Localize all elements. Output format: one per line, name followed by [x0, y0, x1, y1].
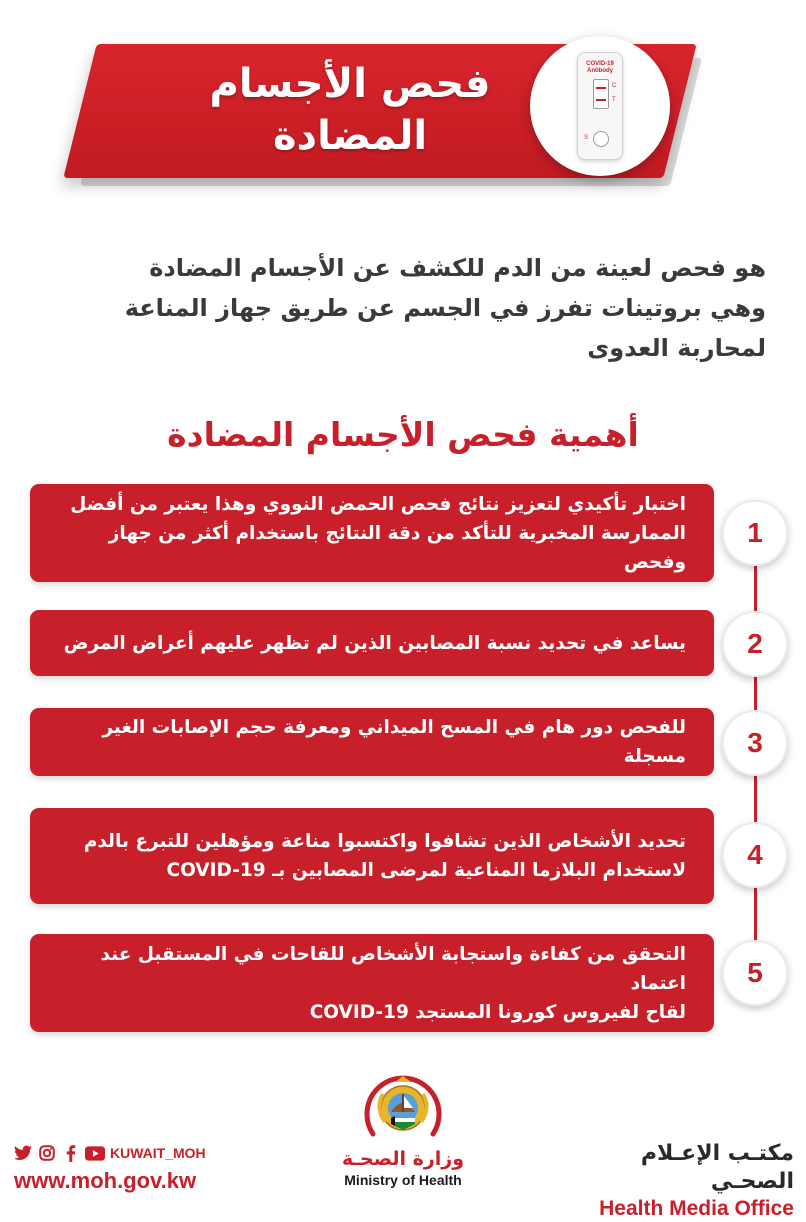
- intro-line2: وهي بروتينات تفرز في الجسم عن طريق جهاز المناعة: [124, 294, 766, 322]
- item-4-text: [84, 827, 686, 885]
- office-name-ar: مكتـب الإعـلام الصحـي: [640, 1141, 794, 1194]
- item-5-text: [58, 940, 686, 1027]
- item-1-box: [30, 484, 714, 582]
- item-1-text: [58, 490, 686, 577]
- item-4-line2: لاستخدام البلازما المناعية لمرضى المصابين بـ COVID-19: [166, 860, 686, 881]
- ministry-crest-icon: [355, 1064, 451, 1160]
- page-title-line2: المضادة: [272, 113, 428, 159]
- instagram-icon[interactable]: [38, 1144, 56, 1162]
- item-2-number-badge: [722, 611, 788, 677]
- facebook-icon[interactable]: [62, 1144, 80, 1162]
- item-5-line2: لقاح لفيروس كورونا المستجد COVID-19: [309, 1001, 686, 1023]
- item-2-text: [64, 629, 686, 658]
- sample-well: [593, 131, 609, 147]
- page-title-line1: فحص الأجسام: [209, 61, 491, 107]
- control-line: [596, 87, 606, 89]
- item-3-box: [30, 708, 714, 776]
- test-kit-badge: [530, 36, 670, 176]
- intro-paragraph: [40, 248, 766, 368]
- footer-contact: [14, 1142, 254, 1194]
- test-kit-label-line1: COVID-19: [586, 61, 614, 67]
- test-kit-label-line2: Antibody: [587, 68, 613, 74]
- page-title: [140, 58, 560, 162]
- item-5-number-badge: [722, 940, 788, 1006]
- item-5-number: 5: [747, 957, 763, 988]
- item-2-number: 2: [747, 628, 763, 659]
- kit-letter-c: C: [612, 83, 617, 89]
- item-4-line1: تحديد الأشخاص الذين تشافوا واكتسبوا مناعة ومؤهلين للتبرع بالدم: [83, 831, 686, 852]
- ministry-name-ar: وزارة الصحـة: [341, 1148, 465, 1170]
- item-1-line1: اختبار تأكيدي لتعزيز نتائج فحص الحمض النووي وهذا يعتبر من أفضل: [70, 493, 686, 515]
- office-name-en: Health Media Office: [599, 1197, 794, 1220]
- social-handle[interactable]: KUWAIT_MOH: [110, 1145, 206, 1161]
- kit-letter-s: S: [584, 135, 589, 141]
- item-4-box: [30, 808, 714, 904]
- section-title: أهمية فحص الأجسام المضادة: [167, 415, 639, 454]
- test-kit-label: [578, 61, 622, 75]
- item-3-line1: للفحص دور هام في المسح الميداني ومعرفة حجم الإصابات الغير مسجلة: [102, 717, 686, 767]
- item-3-number: 3: [747, 727, 763, 758]
- item-1-number: 1: [747, 517, 763, 548]
- intro-line3: لمحاربة العدوى: [587, 334, 766, 362]
- twitter-icon[interactable]: [14, 1144, 32, 1162]
- kit-letter-t: T: [612, 97, 616, 103]
- item-5-line1: التحقق من كفاءة واستجابة الأشخاص للقاحات في المستقبل عند اعتماد: [100, 943, 686, 994]
- antibody-test-kit-icon: [577, 52, 623, 160]
- youtube-icon[interactable]: [86, 1144, 104, 1162]
- item-3-number-badge: [722, 710, 788, 776]
- item-4-number-badge: [722, 822, 788, 888]
- test-kit-window: [593, 79, 609, 109]
- item-2-box: [30, 610, 714, 676]
- item-2-line1: يساعد في تحديد نسبة المصابين الذين لم تظهر عليهم أعراض المرض: [63, 632, 686, 654]
- item-3-text: [58, 713, 686, 771]
- health-media-office-logo: [554, 1140, 794, 1222]
- item-4-number: 4: [747, 839, 763, 870]
- item-5-box: [30, 934, 714, 1032]
- intro-line1: هو فحص لعينة من الدم للكشف عن الأجسام المضادة: [149, 254, 766, 282]
- social-links: [14, 1142, 254, 1164]
- test-line: [596, 99, 606, 101]
- ministry-name-en: Ministry of Health: [344, 1172, 462, 1188]
- item-1-line2: الممارسة المخبرية للتأكد من دقة النتائج باستخدام أكثر من جهاز وفحص: [108, 522, 686, 573]
- item-1-number-badge: [722, 500, 788, 566]
- website-link[interactable]: www.moh.gov.kw: [14, 1168, 197, 1193]
